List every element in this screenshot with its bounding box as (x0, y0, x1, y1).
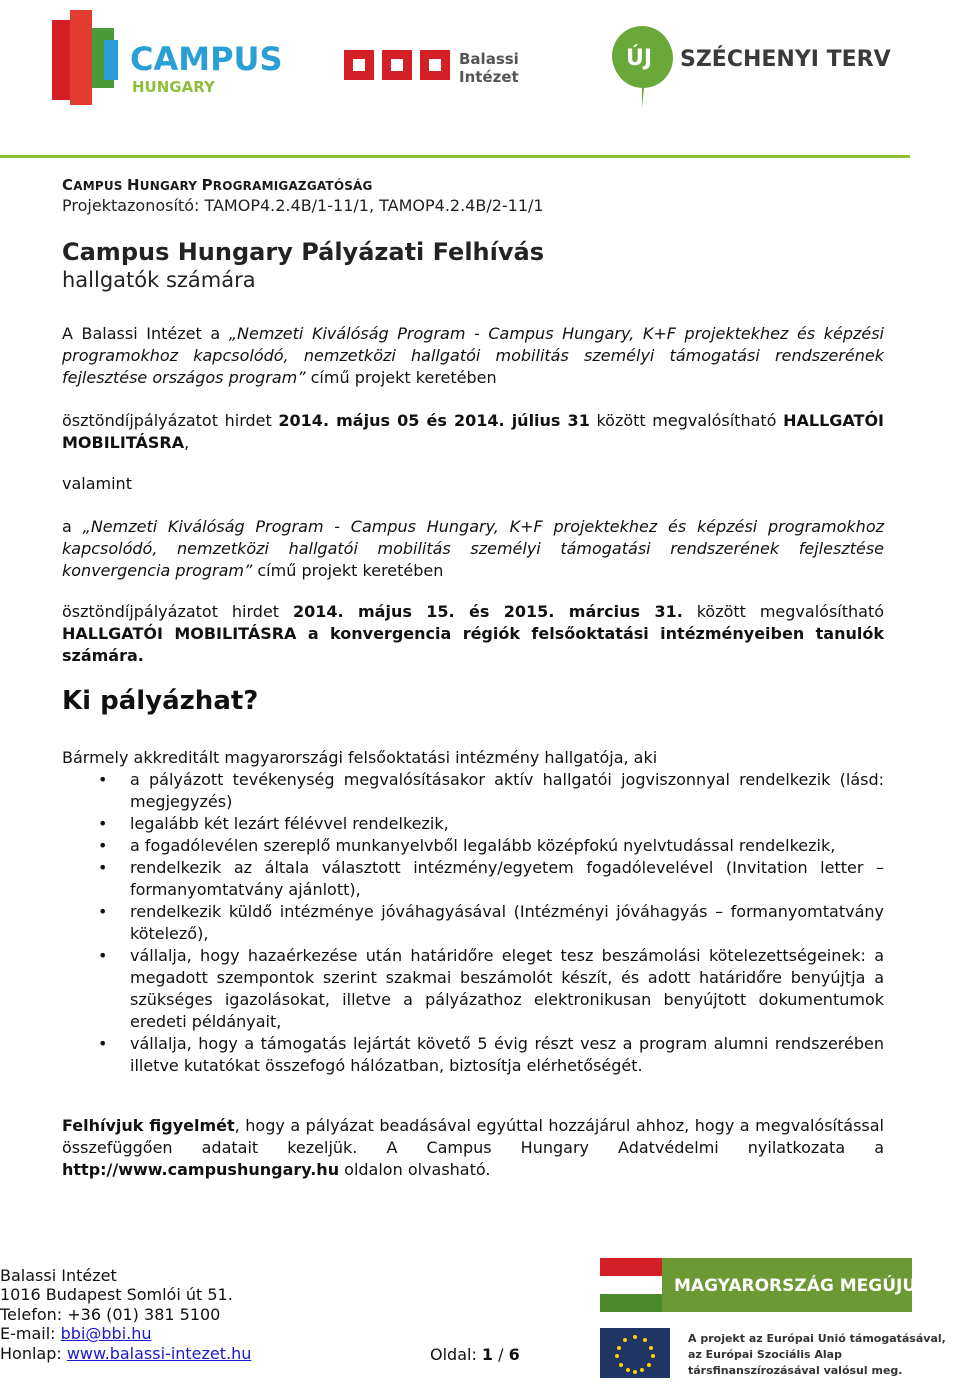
project-id: Projektazonosító: TAMOP4.2.4B/1-11/1, TAMOP4.2.4B/2-11/1 (62, 196, 544, 215)
svg-text:HUNGARY: HUNGARY (132, 78, 215, 96)
announcement-1: ösztöndíjpályázatot hirdet 2014. május 05 és 2014. július 31 között megvalósítható HALLGATÓI MOBILITÁSRA, (62, 411, 884, 452)
list-item: • a fogadólevélen szereplő munkanyelvből legalább középfokú nyelvtudással rendelkezik, (98, 836, 836, 855)
svg-text:Intézet: Intézet (459, 68, 519, 86)
bullet-icon: • (98, 814, 108, 833)
eligibility-lead: Bármely akkreditált magyarországi felsőoktatási intézmény hallgatója, aki (62, 748, 658, 767)
org-name: CAMPUS HUNGARY PROGRAMIGAZGATÓSÁG (62, 176, 373, 194)
svg-text:társfinanszírozásával valósul: társfinanszírozásával valósul meg. (688, 1364, 903, 1377)
footer-web: Honlap: www.balassi-intezet.hu (0, 1343, 252, 1363)
svg-text:az Európai Szociális Alap: az Európai Szociális Alap (688, 1348, 842, 1361)
campus-hungary-logo (52, 10, 283, 105)
bullet-icon: • (98, 1034, 108, 1053)
bullet-icon: • (98, 770, 108, 789)
svg-text:CAMPUS: CAMPUS (130, 40, 283, 78)
bullet-icon: • (98, 858, 108, 877)
page-title: Campus Hungary Pályázati Felhívás (62, 238, 544, 266)
list-item: • a pályázott tevékenység megvalósításakor aktív hallgatói jogviszonnyal rendelkezik (lásd: megjegyzés) (98, 770, 884, 811)
list-item: • legalább két lezárt félévvel rendelkezik, (98, 814, 449, 833)
valamint-text: valamint (62, 474, 132, 493)
privacy-notice: Felhívjuk figyelmét, hogy a pályázat beadásával egyúttal hozzájárul ahhoz, hogy a megvalósítással összefüggően adatait kezeljük. A Campus Hungary Adatvédelmi nyilatkozata a http://www.campushungary.hu oldalon olvasható. (62, 1116, 884, 1179)
bullet-icon: • (98, 946, 108, 965)
svg-text:A projekt az Európai Unió támo: A projekt az Európai Unió támogatásával, (688, 1332, 946, 1345)
footer-org: Balassi Intézet (0, 1266, 117, 1285)
header-divider (0, 155, 910, 158)
footer-email: E-mail: bbi@bbi.hu (0, 1324, 152, 1344)
list-item: • rendelkezik az általa választott intézmény/egyetem fogadólevelével (Invitation letter –formanyomtatvány ajánlott), (98, 858, 884, 899)
footer-contact (0, 1266, 251, 1363)
list-item: • vállalja, hogy hazaérkezése után határidőre eleget tesz beszámolási kötelezettségeinek: a megadott szempontok szerint szakmai beszámolót készít, és adott határidőre benyújtja a szükséges igazolásokat, illetve a pályázathoz elektronikusan benyújtott dokumentumok eredeti példányait, (98, 946, 884, 1031)
svg-text:Balassi: Balassi (459, 50, 519, 68)
intro-paragraph-2: a „Nemzeti Kiválóság Program - Campus Hungary, K+F projektekhez és képzési programokhoz kapcsolódó, nemzetközi hallgatói mobilitás személyi támogatási rendszerének fejlesztése konvergencia program” című projekt keretében (62, 517, 885, 580)
balassi-intezet-logo (344, 40, 544, 90)
eu-funding-logo (600, 1328, 946, 1378)
website-link[interactable]: www.balassi-intezet.hu (66, 1343, 252, 1363)
svg-text:SZÉCHENYI TERV: SZÉCHENYI TERV (680, 47, 891, 72)
intro-paragraph-1: A Balassi Intézet a „Nemzeti Kiválóság Program - Campus Hungary, K+F projektekhez és képzési programokhoz kapcsolódó, nemzetközi hallgatói mobilitás személyi támogatási rendszerének fejlesztése országos program” című projekt keretében (62, 324, 885, 387)
list-item: • rendelkezik küldő intézménye jóváhagyásával (Intézményi jóváhagyás – formanyomtatvány kötelező), (98, 902, 884, 943)
campus-url[interactable]: http://www.campushungary.hu (62, 1160, 340, 1179)
magyarorszag-megujul-logo (600, 1258, 927, 1312)
eligibility-list (62, 769, 884, 1077)
eligibility-heading: Ki pályázhat? (62, 686, 259, 716)
bullet-icon: • (98, 902, 108, 921)
szechenyi-terv-logo (612, 18, 891, 108)
svg-text:MAGYARORSZÁG MEGÚJUL: MAGYARORSZÁG MEGÚJUL (674, 1276, 927, 1296)
announcement-2: ösztöndíjpályázatot hirdet 2014. május 15. és 2015. március 31. között megvalósítható HALLGATÓI MOBILITÁSRA a konvergencia régiók felsőoktatási intézményeiben tanulók számára. (62, 602, 885, 665)
page-subtitle: hallgatók számára (62, 268, 256, 292)
email-link[interactable]: bbi@bbi.hu (60, 1324, 152, 1344)
bullet-icon: • (98, 836, 108, 855)
svg-text:ÚJ: ÚJ (626, 46, 653, 71)
page-indicator: Oldal: 1 / 6 (430, 1345, 520, 1364)
list-item: • vállalja, hogy a támogatás lejártát követő 5 évig részt vesz a program alumni rendszerében illetve kutatókat összefogó hálózatban, biztosítja elérhetőségét. (98, 1034, 884, 1075)
footer-address: 1016 Budapest Somlói út 51. (0, 1285, 233, 1305)
footer-phone: Telefon: +36 (01) 381 5100 (0, 1304, 221, 1324)
